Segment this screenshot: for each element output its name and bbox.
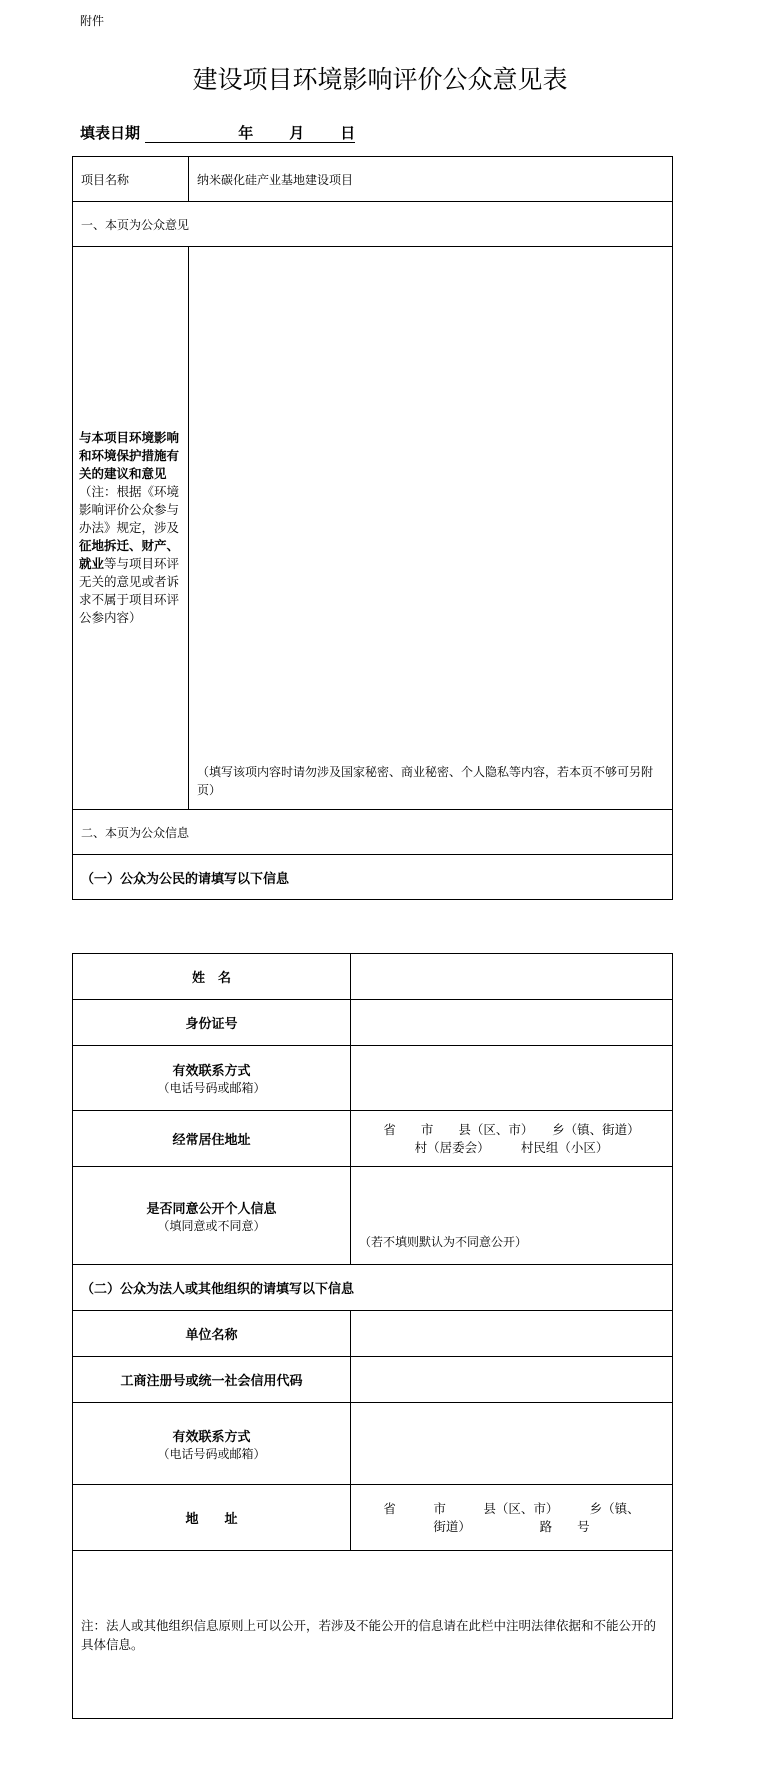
opinion-label-note-1: （注：根据《环境影响评价公众参与办法》规定，涉及 (79, 484, 180, 535)
opinion-input-area[interactable] (189, 247, 673, 810)
org-contact-label (73, 1403, 351, 1485)
citizen-contact-input[interactable] (351, 1046, 673, 1111)
citizen-name-input[interactable] (351, 954, 673, 1000)
org-address-input[interactable] (351, 1485, 673, 1551)
opinion-label-note-2: 等与项目环评无关的意见或者诉求不属于项目环评公参内容） (79, 556, 180, 625)
citizen-residence-line-2: 村（居委会） 村民组（小区） (414, 1139, 609, 1155)
org-address-line-1: 省 市 县（区、市） 乡（镇、 (383, 1500, 640, 1516)
citizen-consent-sub: （填同意或不同意） (157, 1218, 266, 1233)
date-month-label: 月 (289, 124, 305, 142)
citizen-contact-sub: （电话号码或邮箱） (157, 1081, 266, 1095)
org-address-label: 地 址 (73, 1485, 351, 1551)
opinion-label-bold-1: 与本项目环境影响和环境保护措施有关的建议和意见 (79, 430, 180, 481)
attachment-label: 附件 (80, 14, 105, 28)
org-note-cell[interactable] (73, 1551, 673, 1719)
org-section-header: （二）公众为法人或其他组织的请填写以下信息 (73, 1265, 673, 1311)
date-day-label: 日 (340, 124, 356, 142)
citizen-residence-input[interactable] (351, 1111, 673, 1167)
citizen-contact-title: 有效联系方式 (172, 1064, 251, 1079)
citizen-section-header: （一）公众为公民的请填写以下信息 (73, 855, 673, 900)
citizen-id-label: 身份证号 (73, 1000, 351, 1046)
opinion-label (73, 247, 189, 810)
citizen-residence-label: 经常居住地址 (73, 1111, 351, 1167)
opinion-table (72, 156, 673, 900)
project-name-value: 纳米碳化硅产业基地建设项目 (189, 157, 673, 202)
citizen-consent-input[interactable] (351, 1167, 673, 1265)
fill-date-label: 填表日期 (80, 124, 141, 142)
org-contact-title: 有效联系方式 (172, 1429, 251, 1445)
opinion-footnote: （填写该项内容时请勿涉及国家秘密、商业秘密、个人隐私等内容，若本页不够可另附页） (197, 765, 654, 797)
section-1-heading: 一、本页为公众意见 (73, 202, 673, 247)
form-title: 建设项目环境影响评价公众意见表 (192, 65, 568, 94)
citizen-residence-line-1: 省 市 县（区、市） 乡（镇、街道） (383, 1121, 640, 1137)
citizen-contact-label (73, 1046, 351, 1111)
section-2-heading: 二、本页为公众信息 (73, 810, 673, 855)
org-reg-input[interactable] (351, 1357, 673, 1403)
org-contact-input[interactable] (351, 1403, 673, 1485)
org-note: 注：法人或其他组织信息原则上可以公开，若涉及不能公开的信息请在此栏中注明法律依据和不能公开的具体信息。 (81, 1617, 657, 1652)
date-year-label: 年 (238, 124, 254, 142)
org-contact-sub: （电话号码或邮箱） (157, 1446, 266, 1461)
opinion-label-bold-2: 征地拆迁、财产、就业 (79, 538, 180, 571)
citizen-consent-note: （若不填则默认为不同意公开） (359, 1235, 528, 1249)
citizen-consent-title: 是否同意公开个人信息 (146, 1201, 277, 1217)
fill-date-row (80, 122, 355, 143)
citizen-id-input[interactable] (351, 1000, 673, 1046)
org-unit-input[interactable] (351, 1311, 673, 1357)
org-reg-label: 工商注册号或统一社会信用代码 (73, 1357, 351, 1403)
date-year-blank[interactable] (145, 128, 220, 143)
org-address-line-2: 街道） 路 号 (433, 1518, 590, 1534)
citizen-name-label: 姓 名 (73, 954, 351, 1000)
citizen-consent-label (73, 1167, 351, 1265)
project-name-label: 项目名称 (73, 157, 189, 202)
org-unit-label: 单位名称 (73, 1311, 351, 1357)
info-table (72, 953, 673, 1719)
